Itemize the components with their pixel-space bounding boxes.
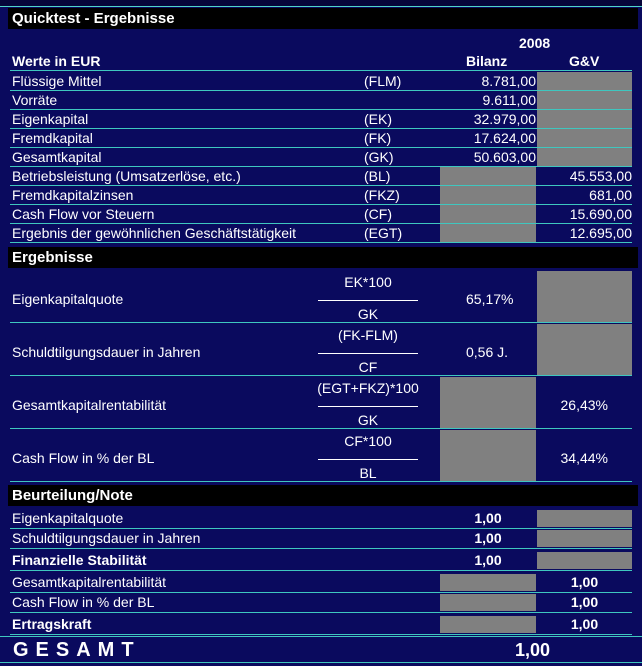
- guv-value: 681,00: [589, 187, 632, 203]
- guv-value: 12.695,00: [569, 225, 632, 241]
- gesamt-value: 1,00: [515, 640, 551, 660]
- row-label: Cash Flow in % der BL: [12, 594, 155, 610]
- guv-grade: 1,00: [570, 616, 599, 632]
- divider: [10, 242, 632, 243]
- divider: [10, 428, 632, 429]
- row-label: Eigenkapitalquote: [12, 510, 124, 526]
- formula-numerator: (EGT+FKZ)*100: [317, 380, 419, 396]
- guv-cell-empty: [537, 324, 632, 375]
- bilanz-cell-empty: [440, 377, 536, 428]
- divider: [10, 375, 632, 376]
- row-abbr: (BL): [364, 168, 391, 184]
- formula-denominator: GK: [357, 306, 379, 322]
- row-abbr: (FLM): [364, 73, 402, 89]
- row-abbr: (EK): [364, 111, 392, 127]
- divider: [10, 548, 632, 549]
- bilanz-value: 32.979,00: [473, 111, 536, 127]
- bilanz-grade: 1,00: [474, 510, 502, 526]
- divider: [10, 322, 632, 323]
- formula-numerator: CF*100: [344, 433, 392, 449]
- divider: [0, 636, 642, 637]
- guv-cell-empty: [537, 91, 632, 109]
- fraction-line: [318, 459, 418, 460]
- row-label: Fremdkapital: [12, 130, 93, 146]
- col-bilanz-header: Bilanz: [466, 53, 508, 69]
- guv-cell-empty: [537, 148, 632, 166]
- divider: [0, 662, 642, 663]
- bilanz-grade: 1,00: [474, 552, 502, 568]
- formula-denominator: CF: [358, 359, 378, 375]
- guv-value: 15.690,00: [569, 206, 632, 222]
- row-abbr: (FK): [364, 130, 392, 146]
- row-label: Ertragskraft: [12, 616, 92, 632]
- bilanz-value: 8.781,00: [481, 73, 536, 89]
- guv-cell-empty: [537, 110, 632, 128]
- fraction-line: [318, 406, 418, 407]
- row-abbr: (GK): [364, 149, 394, 165]
- row-label: Gesamtkapital: [12, 149, 102, 165]
- fraction-line: [318, 353, 418, 354]
- bilanz-cell-empty: [440, 574, 536, 591]
- bilanz-cell-empty: [440, 167, 536, 185]
- formula-denominator: BL: [359, 465, 377, 481]
- gesamt-label: GESAMT: [13, 639, 141, 661]
- page-title: Quicktest - Ergebnisse: [8, 8, 638, 29]
- guv-value: 26,43%: [560, 397, 608, 413]
- guv-cell-empty: [537, 129, 632, 147]
- guv-value: 45.553,00: [569, 168, 632, 184]
- row-label: Schuldtilgungsdauer in Jahren: [12, 344, 201, 360]
- col-guv-header: G&V: [569, 53, 600, 69]
- divider: [10, 570, 632, 571]
- row-abbr: (CF): [364, 206, 392, 222]
- divider: [10, 612, 632, 613]
- row-label: Vorräte: [12, 92, 58, 108]
- row-label: Schuldtilgungsdauer in Jahren: [12, 530, 201, 546]
- bilanz-cell-empty: [440, 594, 536, 611]
- guv-cell-empty: [537, 552, 632, 569]
- bilanz-cell-empty: [440, 205, 536, 223]
- formula-denominator: GK: [357, 412, 379, 428]
- row-label: Eigenkapital: [12, 111, 89, 127]
- row-label: Gesamtkapitalrentabilität: [12, 397, 167, 413]
- row-label: Betriebsleistung (Umsatzerlöse, etc.): [12, 168, 241, 184]
- formula-numerator: EK*100: [344, 274, 392, 290]
- section-ergebnisse: Ergebnisse: [8, 247, 638, 268]
- row-abbr: (FKZ): [364, 187, 400, 203]
- divider: [10, 481, 632, 482]
- bilanz-value: 17.624,00: [473, 130, 536, 146]
- guv-grade: 1,00: [570, 574, 599, 590]
- row-label: Eigenkapitalquote: [12, 291, 124, 307]
- guv-cell-empty: [537, 271, 632, 322]
- row-abbr: (EGT): [364, 225, 403, 241]
- werte-label: Werte in EUR: [12, 53, 101, 69]
- guv-value: 34,44%: [560, 450, 608, 466]
- bilanz-value: 65,17%: [466, 291, 514, 307]
- formula-numerator: (FK-FLM): [338, 327, 398, 343]
- bilanz-cell-empty: [440, 186, 536, 204]
- row-label: Cash Flow in % der BL: [12, 450, 155, 466]
- bilanz-value: 50.603,00: [473, 149, 536, 165]
- row-label: Finanzielle Stabilität: [12, 552, 147, 568]
- divider: [10, 634, 632, 635]
- bilanz-value: 0,56 J.: [466, 344, 509, 360]
- bilanz-value: 9.611,00: [482, 92, 536, 108]
- top-strip: [0, 0, 642, 7]
- guv-cell-empty: [537, 72, 632, 90]
- guv-cell-empty: [537, 530, 632, 547]
- row-label: Cash Flow vor Steuern: [12, 206, 155, 222]
- bilanz-cell-empty: [440, 430, 536, 481]
- row-label: Gesamtkapitalrentabilität: [12, 574, 167, 590]
- bilanz-cell-empty: [440, 224, 536, 242]
- row-label: Fremdkapitalzinsen: [12, 187, 134, 203]
- fraction-line: [318, 300, 418, 301]
- row-label: Ergebnis der gewöhnlichen Geschäftstätigkeit: [12, 225, 297, 241]
- bilanz-cell-empty: [440, 616, 536, 633]
- year-label: 2008: [519, 35, 551, 51]
- section-beurteilung: Beurteilung/Note: [8, 485, 638, 506]
- divider: [10, 70, 632, 71]
- guv-grade: 1,00: [570, 594, 599, 610]
- bilanz-grade: 1,00: [474, 530, 502, 546]
- guv-cell-empty: [537, 510, 632, 527]
- row-label: Flüssige Mittel: [12, 73, 102, 89]
